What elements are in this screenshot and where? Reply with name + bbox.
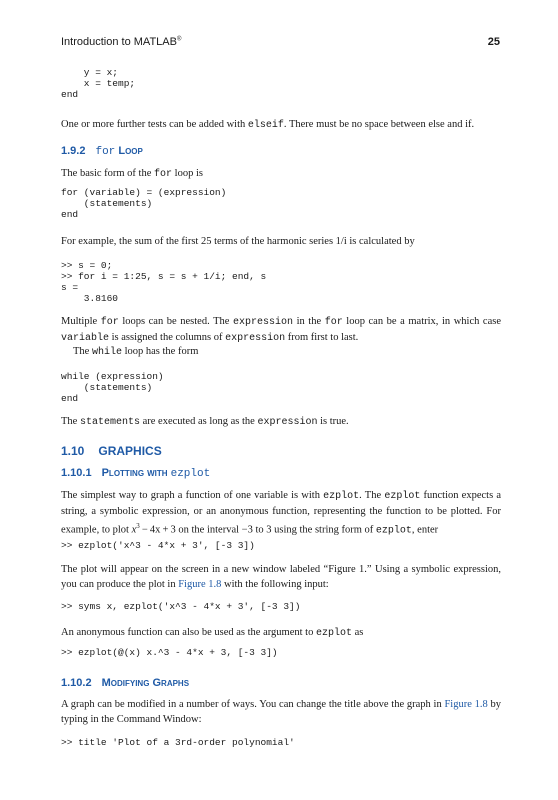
paragraph-modify-graph: A graph can be modified in a number of ways. You can change the title above the graph in Figure 1.8 by typing in the Command Window: [61,699,501,725]
registered-mark: ® [176,36,182,43]
paragraph-anonymous-function: An anonymous function can also be used as the argument to ezplot as [61,627,364,639]
paragraph-harmonic: For example, the sum of the first 25 terms of the harmonic series 1/i is calculated by [61,236,415,247]
page-number: 25 [487,36,500,48]
paragraph-nested-loops: Multiple for loops can be nested. The expression in the for loop can be a matrix, in which case variable is assigned the columns of expression from first to last. [61,316,501,344]
code-block-if-end: y = x; x = temp; end [61,67,136,100]
code-block-ezplot-syms: >> syms x, ezplot('x^3 - 4*x + 3', [-3 3]) [61,601,301,612]
paragraph-ezplot-intro: The simplest way to graph a function of one variable is with ezplot. The ezplot function expects a string, a symbolic expression, or an anonymous function, representing the function to be plotted. For example, to plot $x^3 - 4x + 3$ on the interval −3 to 3 using the string form of ezplot, enter [61,490,502,537]
code-block-ezplot-string: >> ezplot('x^3 - 4*x + 3', [-3 3]) [61,540,255,551]
paragraph-while: The while loop has the form [73,346,199,358]
code-block-for-form: for (variable) = (expression) (statements) end [61,187,227,220]
code-block-title: >> title 'Plot of a 3rd-order polynomial' [61,737,295,748]
figure-1-8-link-2[interactable]: Figure 1.8 [444,699,488,710]
paragraph-statements: The statements are executed as long as the expression is true. [61,416,349,428]
code-block-while-form: while (expression) (statements) end [61,371,164,404]
section-heading-1-10: 1.10 GRAPHICS [61,444,162,458]
code-block-harmonic: >> s = 0; >> for i = 1:25, s = s + 1/i; end, s s = 3.8160 [61,260,267,304]
running-header [61,36,500,50]
section-heading-1-10-2: 1.10.2 Modifying Graphs [61,677,190,689]
header-title: Introduction to MATLAB® [61,36,182,48]
section-heading-1-10-1: 1.10.1 Plotting with ezplot [61,467,211,480]
section-heading-1-9-2: 1.9.2 for Loop [61,145,143,158]
paragraph-for-basic: The basic form of the for loop is [61,168,203,180]
paragraph-elseif: One or more further tests can be added with elseif. There must be no space between else and if. [61,119,475,131]
code-block-ezplot-anonymous: >> ezplot(@(x) x.^3 - 4*x + 3, [-3 3]) [61,647,278,658]
paragraph-figure-window: The plot will appear on the screen in a new window labeled “Figure 1.” Using a symbolic expression, you can produce the plot in Figure 1.8 with the following input: [61,564,501,590]
figure-1-8-link[interactable]: Figure 1.8 [178,579,222,590]
